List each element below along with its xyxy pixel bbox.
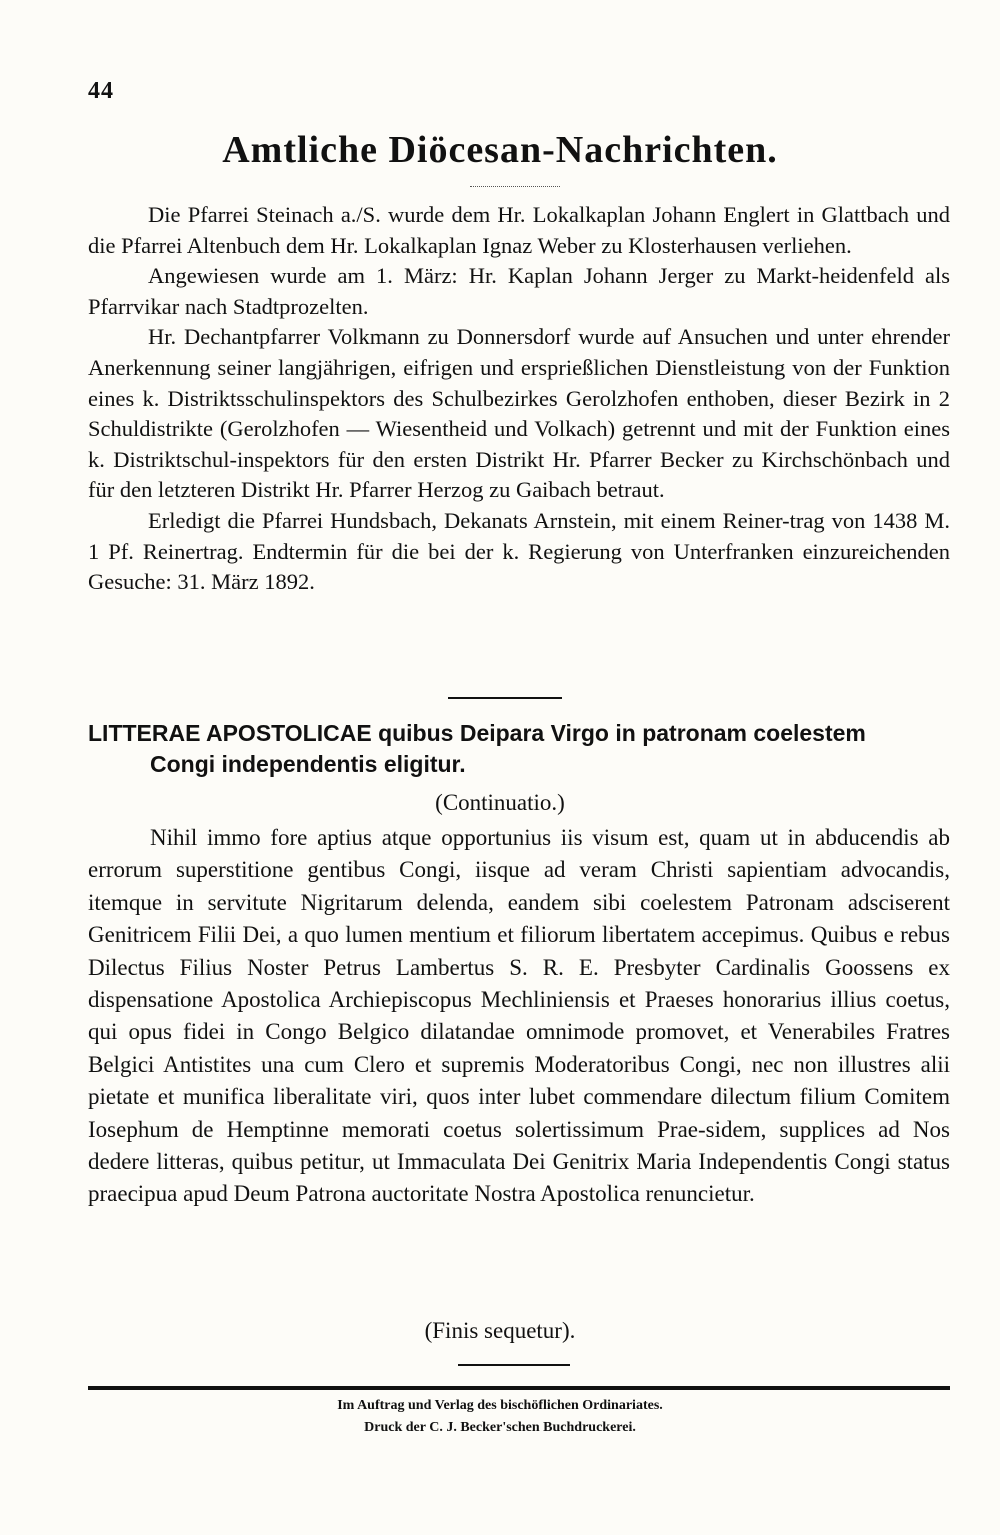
latin-heading-line2: Congi independentis eligitur. — [150, 751, 466, 777]
notice-paragraph: Erledigt die Pfarrei Hundsbach, Dekanats Arnstein, mit einem Reiner-trag von 1438 M. 1 Pf. Reinertrag. Endtermin für die bei der k. Regierung von Unterfranken einzureichenden Gesuche: 31. März 1892. — [88, 507, 950, 595]
german-notices — [88, 200, 950, 598]
footer-rule — [88, 1386, 950, 1390]
title-ornament-rule — [470, 186, 560, 187]
section-divider — [448, 697, 562, 699]
page-number: 44 — [88, 78, 114, 104]
end-divider — [458, 1364, 570, 1366]
notice-paragraph: Hr. Dechantpfarrer Volkmann zu Donnersdorf wurde auf Ansuchen und unter ehrender Anerkennung seiner langjährigen, eifrigen und ersprießlichen Dienstleistung von der Funktion eines k. Distriktsschulinspektors des Schulbezirkes Gerolzhofen enthoben, dieser Bezirk in 2 Schuldistrikte (Gerolzhofen — Wiesentheid und Volkach) getrennt und mit der Funktion eines k. Distriktschul-inspektors für den ersten Distrikt Hr. Pfarrer Becker zu Kirchschönbach und für den letzteren Distrikt Hr. Pfarrer Herzog zu Gaibach betraut. — [88, 324, 950, 503]
notice-paragraph: Angewiesen wurde am 1. März: Hr. Kaplan Johann Jerger zu Markt-heidenfeld als Pfarrvikar nach Stadtprozelten. — [88, 263, 950, 319]
latin-heading — [88, 718, 950, 780]
section-title: Amtliche Diöcesan-Nachrichten. — [222, 129, 778, 171]
footer-line-1: Im Auftrag und Verlag des bischöflichen Ordinariates. — [337, 1398, 663, 1413]
notice-paragraph: Die Pfarrei Steinach a./S. wurde dem Hr. Lokalkaplan Johann Englert in Glattbach und die Pfarrei Altenbuch dem Hr. Lokalkaplan Ignaz Weber zu Klosterhausen verliehen. — [88, 202, 950, 258]
latin-body-paragraph: Nihil immo fore aptius atque opportunius iis visum est, quam ut in abducendis ab errorum superstitione gentibus Congi, iisque ad veram Christi sapientiam advocandis, itemque in servitute Nigritarum delenda, eandem sibi coelestem Patronam adsciserent Genitricem Filii Dei, a quo lumen mentium et filiorum libertatem accepimus. Quibus e rebus Dilectus Filius Noster Petrus Lambertus S. R. E. Presbyter Cardinalis Goossens ex dispensatione Apostolica Archiepiscopus Mechliniensis et Praeses honorarius illius coetus, qui opus fidei in Congo Belgico dilatandae omnimode promovet, et Venerabiles Fratres Belgici Antistites una cum Clero et supremis Moderatoribus Congi, nec non illustres alii pietate et munifica liberalitate viri, quos inter lubet commendare dilectum filium Comitem Iosephum de Hemptinne memorati coetus solertissimum Prae-sidem, supplices ad Nos dedere litteras, quibus petitur, ut Immaculata Dei Genitrix Maria Independentis Congi status praecipua apud Deum Patrona auctoritate Nostra Apostolica renuncietur. — [88, 825, 950, 1207]
finis-label: (Finis sequetur). — [424, 1318, 576, 1343]
latin-heading-line1: LITTERAE APOSTOLICAE quibus Deipara Virgo in patronam coelestem — [88, 720, 866, 746]
footer-line-2: Druck der C. J. Becker'schen Buchdruckerei. — [364, 1420, 636, 1435]
continuatio-label: (Continuatio.) — [435, 790, 565, 815]
